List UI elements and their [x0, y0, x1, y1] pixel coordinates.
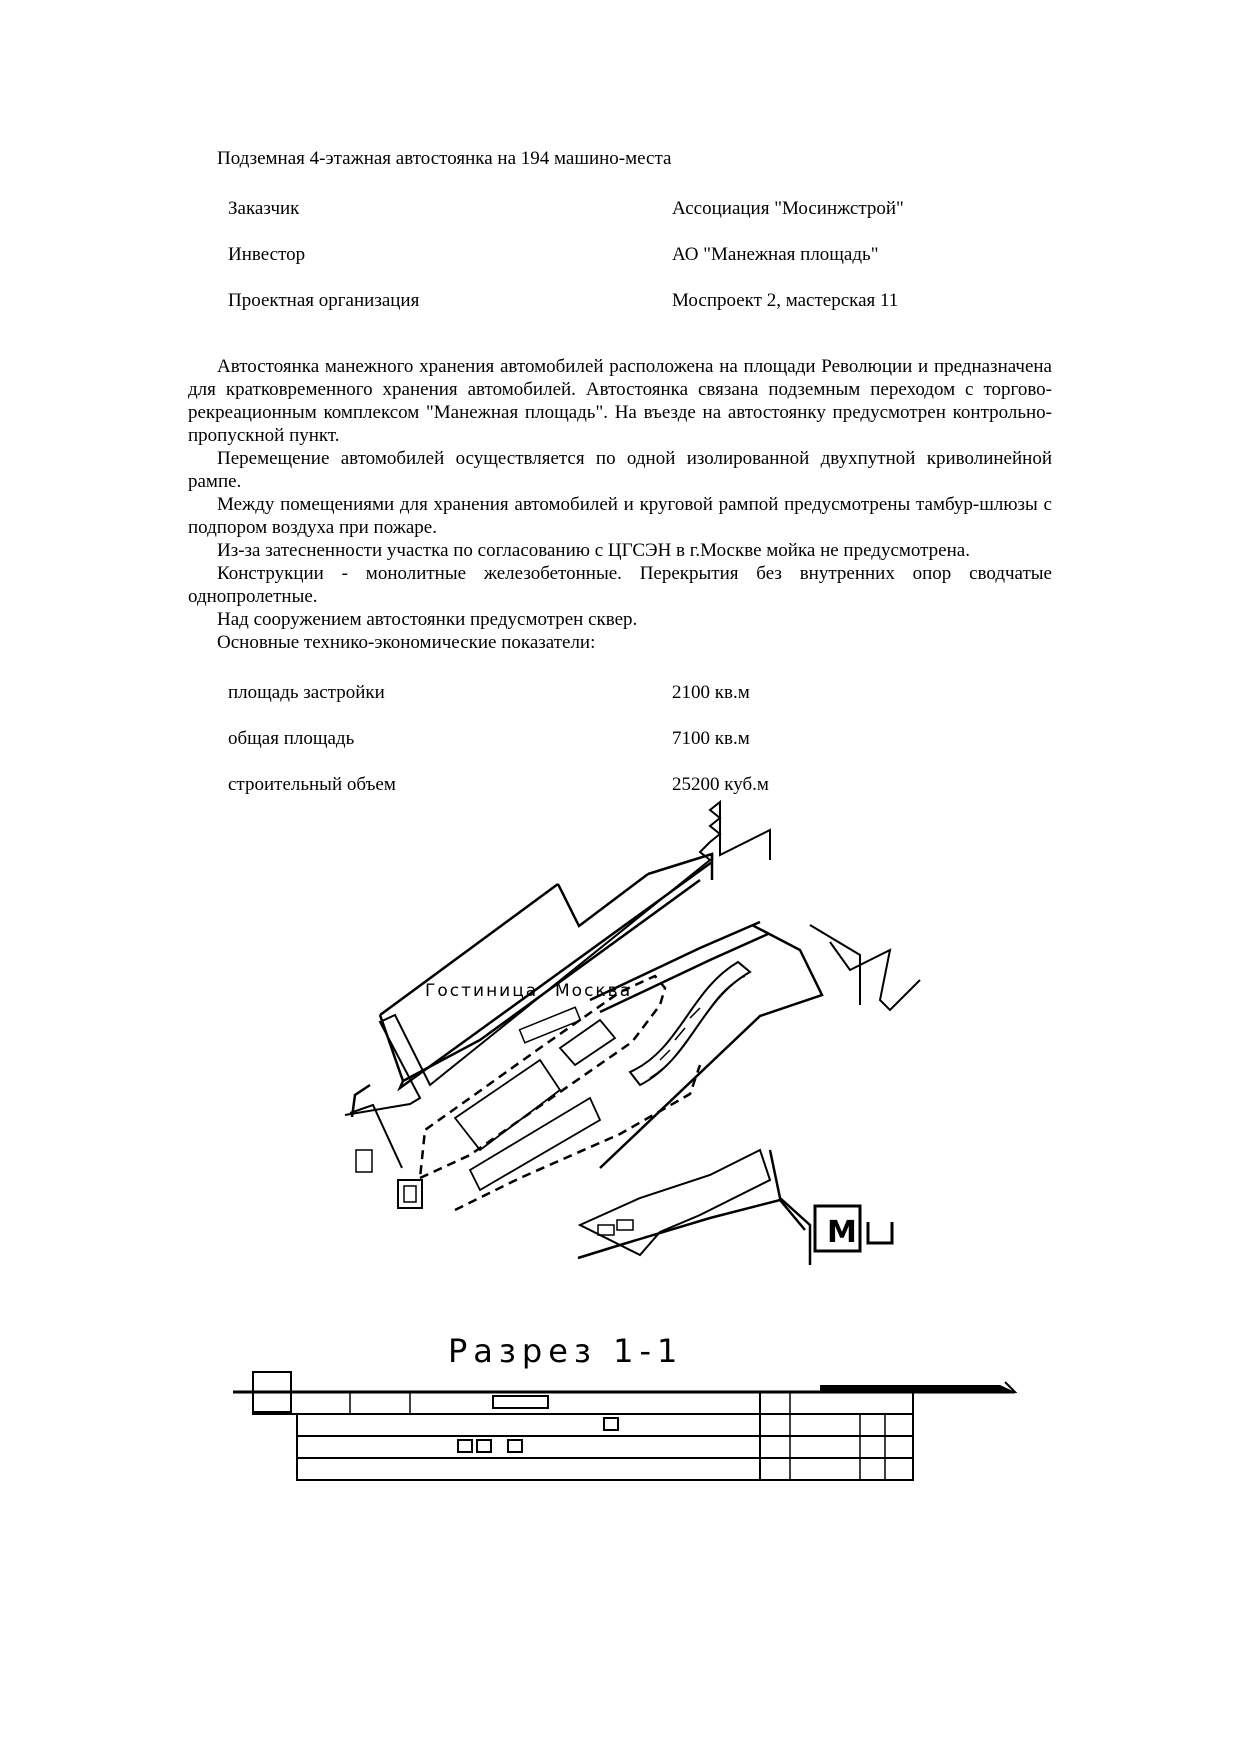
paragraph: Автостоянка манежного хранения автомобилей расположена на площади Революции и предназначена для кратковременного хранения автомобилей. Автостоянка связана подземным переходом с торгово-рекреационным комплексом "Манежная площадь". На въезде на автостоянку предусмотрен контрольно-пропускной пункт. [188, 356, 1052, 446]
info-value: АО "Манежная площадь" [672, 244, 879, 265]
curved-ramp-inner [650, 976, 745, 1078]
section-car [477, 1440, 491, 1452]
section-level [253, 1392, 913, 1414]
parking-dashed-lower [455, 1065, 700, 1210]
info-value: Ассоциация "Мосинжстрой" [672, 198, 904, 219]
section-car [604, 1418, 618, 1430]
indicator-label: строительный объем [228, 774, 396, 795]
paragraph: Перемещение автомобилей осуществляется по одной изолированной двухпутной криволинейной рампе. [188, 448, 1052, 492]
paragraph: Между помещениями для хранения автомобилей и круговой рампой предусмотрены тамбур-шлюзы с подпором воздуха при пожаре. [188, 494, 1052, 538]
small-kiosk [356, 1150, 372, 1172]
lower-curb [578, 1200, 805, 1258]
indicator-label: общая площадь [228, 728, 355, 749]
info-value: Моспроект 2, мастерская 11 [672, 290, 899, 311]
right-road [810, 925, 860, 1005]
indicator-value: 2100 кв.м [672, 682, 750, 703]
info-label: Проектная организация [228, 290, 420, 311]
hotel-label: Гостиница [425, 981, 539, 1001]
info-label: Заказчик [228, 198, 300, 219]
info-label: Инвестор [228, 244, 306, 265]
right-building [830, 942, 920, 1010]
metro-label: М [827, 1215, 857, 1250]
section-level [297, 1458, 913, 1480]
hotel-footprint [378, 849, 715, 1104]
vehicle [520, 1007, 581, 1042]
parking-block [455, 1060, 560, 1150]
parking-dashed-outline [420, 976, 665, 1178]
section-title: Разрез 1-1 [448, 1332, 684, 1370]
left-structure [350, 1105, 402, 1168]
paragraph: Над сооружением автостоянки предусмотрен сквер. [217, 609, 638, 630]
curved-ramp [630, 962, 750, 1085]
section-car [458, 1440, 472, 1452]
section-slope-fill [820, 1385, 1015, 1392]
lower-block [580, 1150, 770, 1255]
document-title: Подземная 4-этажная автостоянка на 194 машино-места [217, 148, 672, 169]
section-level [297, 1436, 913, 1458]
moscow-label: Москва [555, 981, 633, 1001]
paragraph: Из-за затесненности участка по согласованию с ЦГСЭН в г.Москве мойка не предусмотрена. [217, 540, 970, 561]
paragraph: Основные технико-экономические показатели: [217, 632, 596, 653]
section-drawing [233, 1372, 1015, 1480]
entry-pavilion-inner [404, 1186, 416, 1202]
section-cars [493, 1396, 548, 1408]
paragraph: Конструкции - монолитные железобетонные. Перекрытия без внутренних опор сводчатые однопролетные. [188, 563, 1052, 607]
car [617, 1220, 633, 1230]
parking-block [560, 1020, 615, 1065]
indicator-label: площадь застройки [228, 682, 385, 703]
entry-pavilion [398, 1180, 422, 1208]
indicator-value: 7100 кв.м [672, 728, 750, 749]
lower-right [770, 1150, 810, 1265]
section-car [508, 1440, 522, 1452]
car [598, 1225, 614, 1235]
right-block [600, 925, 822, 1168]
hotel-right-wing [648, 854, 712, 874]
metro-exit [868, 1222, 892, 1243]
indicator-value: 25200 куб.м [672, 774, 769, 795]
ramp-cars [660, 1008, 700, 1060]
